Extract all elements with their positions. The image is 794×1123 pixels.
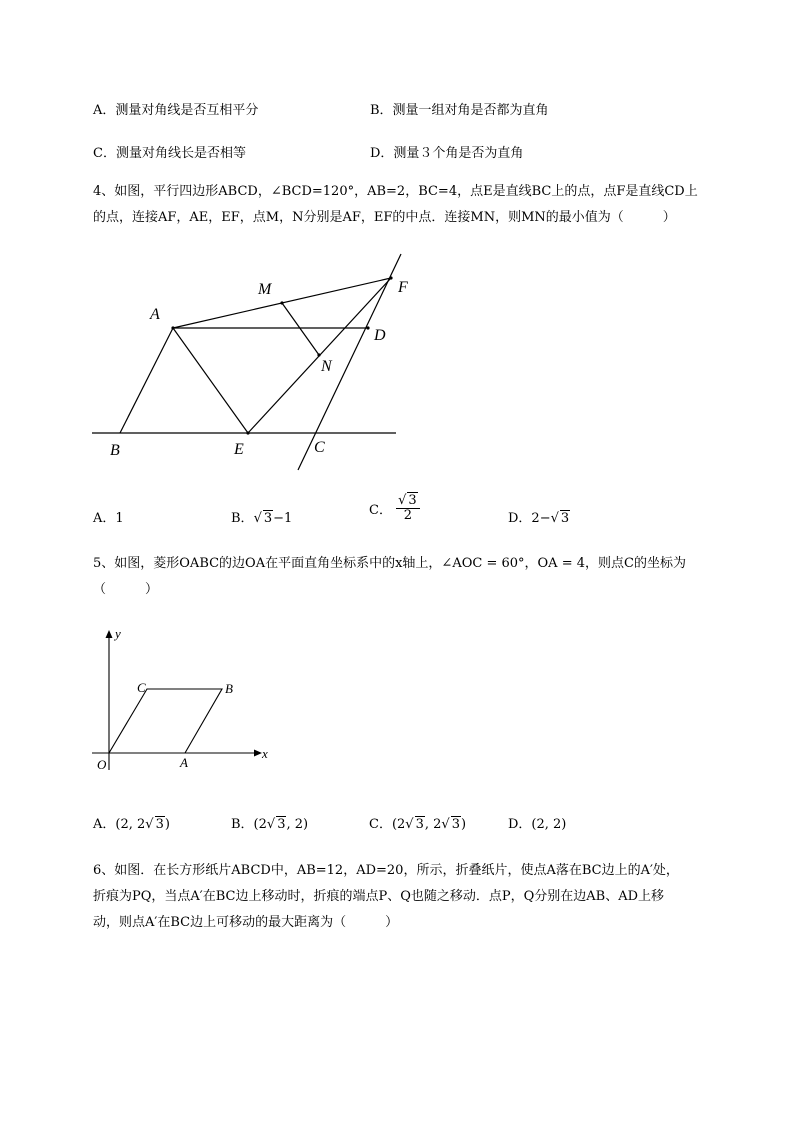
rhombus-oabc — [109, 689, 222, 753]
label-f: F — [398, 279, 408, 296]
label-a: A — [180, 755, 188, 770]
q5-option-b: B．(2√ 3, 2) — [231, 817, 309, 832]
label-x: x — [262, 746, 268, 761]
q6-stem-line1: 6、如图．在长方形纸片ABCD中，AB=12，AD=20，所示，折叠纸片，使点A落在BC边上的A′处， — [93, 863, 679, 878]
q5-stem-line2: （ ） — [93, 582, 159, 597]
q5-option-d: D．(2, 2) — [508, 817, 567, 832]
segment-mn — [282, 303, 319, 355]
label-m: M — [258, 281, 272, 298]
label-c: C — [137, 680, 146, 695]
q6-stem — [93, 858, 743, 936]
q5-stem-line1: 5、如图，菱形OABC的边OA在平面直角坐标系中的x轴上，∠AOC = 60°，OA = 4，则点C的坐标为 — [93, 556, 686, 571]
q3-option-c: C．测量对角线长是否相等 — [93, 146, 246, 161]
q3-option-a: A．测量对角线是否互相平分 — [93, 103, 259, 118]
q6-stem-line3: 动，则点A′在BC边上可移动的最大距离为（ ） — [93, 915, 399, 930]
label-c: C — [314, 439, 325, 456]
q3-option-d: D．测量３个角是否为直角 — [370, 146, 524, 161]
y-axis-arrow — [106, 630, 113, 638]
q5-option-a: A．(2, 2√ 3) — [93, 817, 170, 832]
q4-option-b: B．√ 3−1 — [231, 511, 293, 526]
q6-stem-line2: 折痕为PQ，当点A′在BC边上移动时，折痕的端点P、Q也随之移动．点P，Q分别在边AB、AD上移 — [93, 889, 665, 904]
q5-stem — [93, 551, 743, 603]
q5-figure — [88, 622, 278, 772]
q4-stem — [93, 179, 743, 231]
q4-option-c: C． $\frac{√ 3}{2}$ — [369, 494, 420, 523]
q4-stem-line1: 4、如图，平行四边形ABCD，∠BCD=120°，AB=2，BC=4，点E是直线BC上的点，点F是直线CD上 — [93, 184, 698, 199]
q5-option-c: C．(2√ 3, 2√ 3) — [369, 817, 467, 832]
segment-ab — [120, 328, 173, 433]
q4-figure — [88, 248, 428, 476]
q3-option-b: B．测量一组对角是否都为直角 — [370, 103, 549, 118]
label-b: B — [225, 681, 233, 696]
q4-option-d: D．2−√ 3 — [508, 511, 570, 526]
x-axis-arrow — [254, 750, 262, 757]
q4-option-a: A．1 — [93, 511, 124, 526]
q4-stem-line2: 的点，连接AF，AE，EF，点M，N分别是AF，EF的中点．连接MN，则MN的最小值为（ ） — [93, 210, 676, 225]
label-n: N — [321, 358, 332, 375]
label-o: O — [97, 757, 107, 772]
label-d: D — [374, 327, 386, 344]
fraction: $\frac{√ 3}{2}$ — [396, 494, 420, 523]
label-a: A — [150, 306, 160, 323]
label-y: y — [115, 626, 121, 641]
segment-ae — [173, 328, 248, 433]
label-e: E — [234, 441, 244, 458]
label-b: B — [110, 442, 120, 459]
